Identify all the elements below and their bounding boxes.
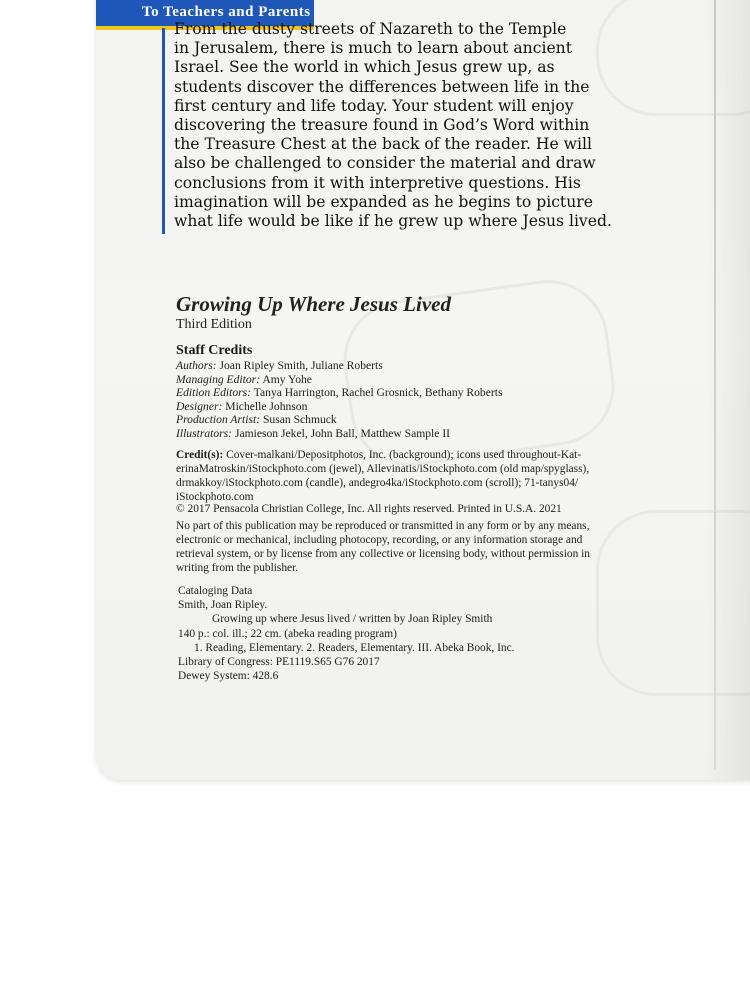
image-credits-line: Cover-malkani/Depositphotos, Inc. (background); icons used throughout-Kat- (226, 449, 582, 461)
image-credits-line: drmakkoy/iStockphoto.com (candle), andegro4ka/iStockphoto.com (scroll); 71-tanys04/ (176, 477, 579, 489)
intro-line: also be challenged to consider the material and draw (174, 154, 596, 173)
catalog-subjects: 1. Reading, Elementary. 2. Readers, Elementary. III. Abeka Book, Inc. (194, 641, 515, 654)
rights-line: No part of this publication may be reproduced or transmitted in any form or by any means, (176, 520, 590, 532)
credit-row (176, 373, 502, 387)
intro-line: imagination will be expanded as he begins to picture (174, 192, 593, 211)
credit-role: Authors: (176, 359, 217, 372)
image-credits-label: Credit(s): (176, 449, 224, 461)
catalog-dewey: Dewey System: 428.6 (178, 670, 279, 683)
credit-row (176, 386, 502, 400)
rights-line: writing from the publisher. (176, 562, 299, 574)
banner-text: To Teachers and Parents (142, 4, 311, 20)
credit-role: Edition Editors: (176, 386, 252, 400)
credit-row (176, 359, 502, 373)
credit-role: Illustrators: (176, 426, 233, 440)
catalog-author: Smith, Joan Ripley. (178, 599, 268, 612)
image-credits (176, 448, 636, 504)
intro-line: first century and life today. Your student will enjoy (174, 96, 574, 115)
catalog-loc: Library of Congress: PE1119.S65 G76 2017 (178, 656, 380, 669)
intro-line: students discover the differences between life in the (174, 77, 590, 96)
credit-role: Production Artist: (176, 413, 261, 427)
rights-notice (176, 519, 590, 575)
page-shadow (706, 0, 750, 780)
intro-line: discovering the treasure found in God’s Word within (174, 116, 590, 135)
intro-line: the Treasure Chest at the back of the reader. He will (174, 135, 592, 154)
cataloging-data (178, 584, 515, 683)
intro-line: conclusions from it with interpretive questions. His (174, 173, 581, 192)
staff-credits-list (176, 359, 502, 441)
copyright-notice: © 2017 Pensacola Christian College, Inc. All rights reserved. Printed in U.S.A. 2021 (176, 503, 562, 515)
book-title: Growing Up Where Jesus Lived (176, 292, 451, 316)
intro-line: what life would be like if he grew up where Jesus lived. (174, 212, 612, 231)
staff-credits-heading: Staff Credits (176, 343, 253, 358)
credit-names: Tanya Harrington, Rachel Grosnick, Bethany Roberts (253, 386, 503, 400)
credit-row (176, 413, 502, 427)
credit-row (176, 400, 502, 414)
image-credits-line: iStockphoto.com (176, 491, 254, 503)
credit-role: Managing Editor: (176, 372, 261, 386)
rights-line: electronic or mechanical, including photocopy, recording, or any information storage and (176, 534, 583, 546)
intro-paragraph (174, 20, 644, 231)
catalog-heading: Cataloging Data (178, 585, 253, 597)
intro-line: Israel. See the world in which Jesus grew up, as (174, 58, 555, 77)
image-credits-line: erinaMatroskin/iStockphoto.com (jewel), Allevinatis/iStockphoto.com (old map/spyglass), (176, 463, 590, 475)
credit-role: Designer: (176, 399, 223, 413)
intro-line: From the dusty streets of Nazareth to the Temple (174, 20, 567, 38)
rights-line: retrieval system, or by license from any collective or licensing body, without permission in (176, 548, 590, 560)
intro-rule (162, 28, 165, 234)
intro-line: in Jerusalem, there is much to learn about ancient (174, 39, 572, 58)
credit-names: Amy Yohe (262, 372, 312, 386)
catalog-title: Growing up where Jesus lived / written by Joan Ripley Smith (212, 613, 493, 626)
credit-row (176, 427, 502, 441)
credit-names: Joan Ripley Smith, Juliane Roberts (219, 359, 383, 372)
book-edition: Third Edition (176, 317, 252, 332)
catalog-physical: 140 p.: col. ill.; 22 cm. (abeka reading program) (178, 627, 397, 640)
credit-names: Jamieson Jekel, John Ball, Matthew Sample II (234, 426, 451, 440)
credit-names: Susan Schmuck (262, 413, 337, 427)
credit-names: Michelle Johnson (225, 399, 308, 413)
